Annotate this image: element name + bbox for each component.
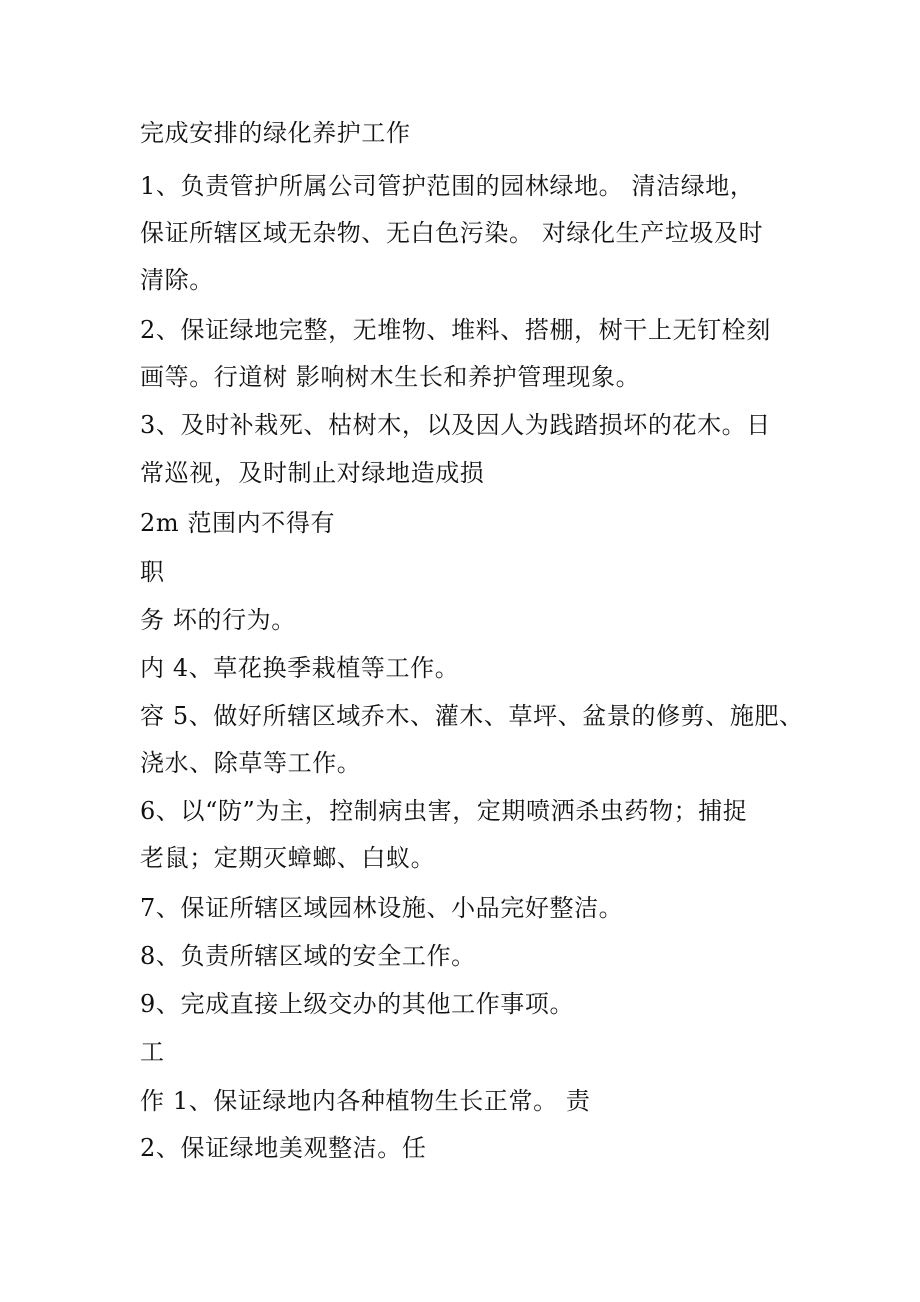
doc-line-22: 2、保证绿地美观整洁。任 bbox=[140, 1134, 427, 1162]
doc-line-12: 内 4、草花换季栽植等工作。 bbox=[140, 654, 460, 682]
doc-line-17: 7、保证所辖区域园林设施、小品完好整洁。 bbox=[140, 894, 624, 922]
doc-line-9: 2m 范围内不得有 bbox=[140, 509, 336, 537]
doc-line-8: 常巡视，及时制止对绿地造成损 bbox=[140, 459, 485, 487]
doc-line-3: 保证所辖区域无杂物、无白色污染。 对绿化生产垃圾及时 bbox=[140, 219, 764, 247]
doc-line-10: 职 bbox=[140, 558, 165, 586]
doc-line-21: 作 1、保证绿地内各种植物生长正常。 责 bbox=[140, 1087, 591, 1115]
doc-line-11: 务 坏的行为。 bbox=[140, 606, 296, 634]
doc-line-2: 1、负责管护所属公司管护范围的园林绿地。 清洁绿地， bbox=[140, 172, 755, 200]
doc-line-15: 6、以“防”为主，控制病虫害，定期喷洒杀虫药物；捕捉 bbox=[140, 797, 748, 825]
doc-line-20: 工 bbox=[140, 1038, 165, 1066]
doc-line-18: 8、负责所辖区域的安全工作。 bbox=[140, 942, 476, 970]
doc-line-14: 浇水、除草等工作。 bbox=[140, 749, 362, 777]
doc-line-4: 清除。 bbox=[140, 266, 214, 294]
doc-line-6: 画等。行道树 影响树木生长和养护管理现象。 bbox=[140, 363, 641, 391]
doc-line-19: 9、完成直接上级交办的其他工作事项。 bbox=[140, 990, 575, 1018]
doc-line-7: 3、及时补栽死、枯树木，以及因人为践踏损坏的花木。日 bbox=[140, 411, 771, 439]
doc-line-1: 完成安排的绿化养护工作 bbox=[140, 119, 411, 147]
doc-line-13: 容 5、做好所辖区域乔木、灌木、草坪、盆景的修剪、施肥、 bbox=[140, 702, 804, 730]
doc-line-5: 2、保证绿地完整，无堆物、堆料、搭棚，树干上无钉栓刻 bbox=[140, 316, 771, 344]
doc-line-16: 老鼠；定期灭蟑螂、白蚁。 bbox=[140, 844, 436, 872]
